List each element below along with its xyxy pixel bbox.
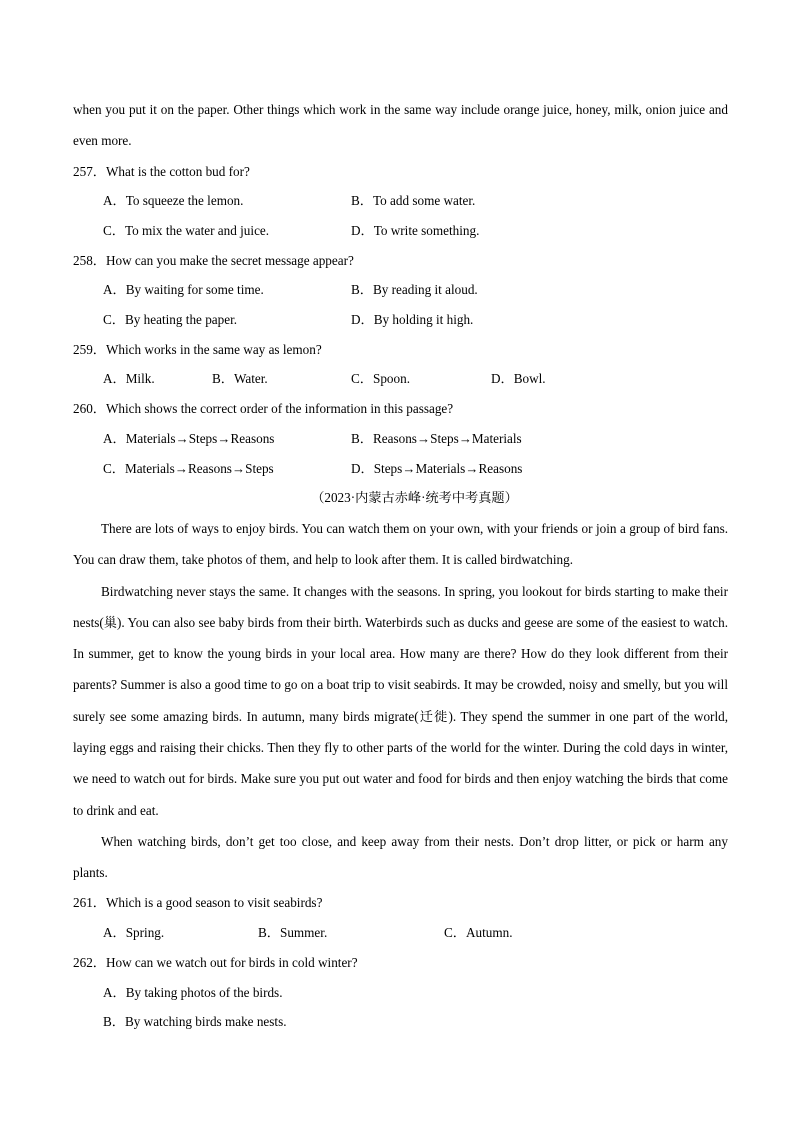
question-261-stem: 261．Which is a good season to visit seabirds? xyxy=(73,895,323,911)
question-260 xyxy=(73,394,728,483)
passage-source: （2023·内蒙古赤峰·统考中考真题） xyxy=(311,490,518,506)
option-262-b: B．By watching birds make nests. xyxy=(103,1014,287,1030)
question-258 xyxy=(73,246,728,335)
option-262-a: A．By taking photos of the birds. xyxy=(103,984,283,1000)
option-259-a: A．Milk. xyxy=(103,371,155,387)
question-258-stem: 258．How can you make the secret message appear? xyxy=(73,252,354,268)
passage2-paragraph-1: There are lots of ways to enjoy birds. You can watch them on your own, with your friends or join a group of bird fans. You can draw them, take photos of them, and help to look after them. It is called birdwatching. xyxy=(73,520,728,568)
page-content xyxy=(73,94,728,1037)
option-261-a: A．Spring. xyxy=(103,925,165,941)
option-257-b: B．To add some water. xyxy=(351,193,476,209)
question-260-options-row1 xyxy=(73,424,728,454)
question-262-option-b-row xyxy=(73,1007,728,1037)
question-259-stem: 259．Which works in the same way as lemon? xyxy=(73,341,322,357)
option-259-c: C．Spoon. xyxy=(351,371,410,387)
option-259-b: B．Water. xyxy=(212,371,268,387)
question-257-options-row2 xyxy=(73,216,728,246)
option-257-a: A．To squeeze the lemon. xyxy=(103,193,244,209)
question-258-options-row2 xyxy=(73,305,728,335)
option-261-b: B．Summer. xyxy=(258,925,328,941)
option-258-d: D．By holding it high. xyxy=(351,312,474,328)
option-258-a: A．By waiting for some time. xyxy=(103,282,264,298)
question-260-options-row2 xyxy=(73,454,728,484)
question-260-stem: 260．Which shows the correct order of the information in this passage? xyxy=(73,401,454,417)
question-261-options xyxy=(73,918,728,948)
question-258-options-row1 xyxy=(73,275,728,305)
question-259-options xyxy=(73,364,728,394)
option-260-c: C．Materials→Reasons→Steps xyxy=(103,460,274,476)
option-261-c: C．Autumn. xyxy=(444,925,513,941)
option-259-d: D．Bowl. xyxy=(491,371,546,387)
option-257-d: D．To write something. xyxy=(351,222,480,238)
option-257-c: C．To mix the water and juice. xyxy=(103,222,270,238)
question-257-stem: 257．What is the cotton bud for? xyxy=(73,163,250,179)
question-262 xyxy=(73,948,728,1037)
question-259 xyxy=(73,335,728,394)
passage2-paragraph-3: When watching birds, don’t get too close, and keep away from their nests. Don’t drop litter, or pick or harm any plants. xyxy=(73,833,728,881)
question-262-option-a-row xyxy=(73,978,728,1008)
option-260-a: A．Materials→Steps→Reasons xyxy=(103,430,275,446)
option-258-b: B．By reading it aloud. xyxy=(351,282,478,298)
passage1-tail: when you put it on the paper. Other things which work in the same way include orange juice, honey, milk, onion juice and even more. xyxy=(73,102,728,149)
passage2-paragraph-2: Birdwatching never stays the same. It changes with the seasons. In spring, you lookout for birds starting to make their nests(巢). You can also see baby birds from their birth. Waterbirds such as ducks and geese are some of the easiest to watch. In summer, get to know the young birds in your local area. How many are there? How do they look different from their parents? Summer is also a good time to go on a boat trip to visit seabirds. It may be crowded, noisy and smelly, but you will surely see some amazing birds. In autumn, many birds migrate(迁徙). They spend the summer in one part of the world, laying eggs and raising their chicks. Then they fly to other parts of the world for the winter. During the cold days in winter, we need to watch out for birds. Make sure you put out water and food for birds and then enjoy watching the birds that come to drink and eat. xyxy=(73,583,728,818)
option-258-c: C．By heating the paper. xyxy=(103,312,238,328)
question-262-stem: 262．How can we watch out for birds in cold winter? xyxy=(73,954,358,970)
option-260-d: D．Steps→Materials→Reasons xyxy=(351,460,523,476)
option-260-b: B．Reasons→Steps→Materials xyxy=(351,430,522,446)
question-261 xyxy=(73,888,728,947)
question-257 xyxy=(73,157,728,246)
question-257-options-row1 xyxy=(73,186,728,216)
